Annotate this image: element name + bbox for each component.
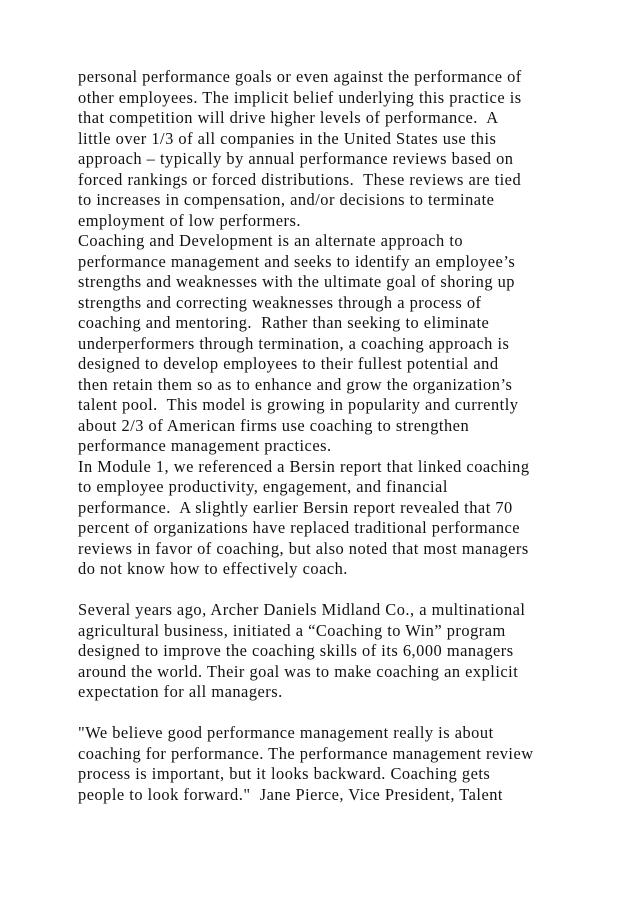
text-line: do not know how to effectively coach. bbox=[78, 559, 348, 578]
body-text bbox=[78, 67, 578, 805]
text-line: designed to improve the coaching skills of its 6,000 managers bbox=[78, 641, 514, 660]
text-line: forced rankings or forced distributions. These reviews are tied bbox=[78, 169, 522, 189]
text-line: to employee productivity, engagement, and financial bbox=[78, 477, 448, 496]
text-line: that competition will drive higher levels of performance. A bbox=[78, 108, 499, 127]
paragraph bbox=[78, 231, 578, 457]
text-line: performance management and seeks to identify an employee’s bbox=[78, 251, 516, 271]
text-line: performance. A slightly earlier Bersin report revealed that 70 bbox=[78, 497, 513, 517]
text-line: other employees. The implicit belief underlying this practice is bbox=[78, 87, 522, 107]
paragraph bbox=[78, 67, 578, 231]
paragraph-spacer bbox=[78, 580, 578, 601]
text-line: "We believe good performance management really is about bbox=[78, 723, 494, 742]
text-line: employment of low performers. bbox=[78, 210, 301, 230]
text-line: people to look forward." Jane Pierce, Vice President, Talent bbox=[78, 784, 503, 804]
paragraph bbox=[78, 457, 578, 580]
text-line: In Module 1, we referenced a Bersin report that linked coaching bbox=[78, 456, 530, 476]
text-line: personal performance goals or even against the performance of bbox=[78, 67, 522, 86]
text-line: percent of organizations have replaced traditional performance bbox=[78, 518, 521, 537]
paragraph bbox=[78, 723, 578, 805]
text-line: agricultural business, initiated a “Coaching to Win” program bbox=[78, 620, 506, 640]
text-line: expectation for all managers. bbox=[78, 682, 283, 701]
text-line: process is important, but it looks backward. Coaching gets bbox=[78, 764, 491, 783]
text-line: to increases in compensation, and/or decisions to terminate bbox=[78, 190, 495, 209]
text-line: designed to develop employees to their fullest potential and bbox=[78, 354, 499, 373]
text-line: underperformers through termination, a coaching approach is bbox=[78, 333, 510, 353]
text-line: strengths and weaknesses with the ultimate goal of shoring up bbox=[78, 272, 516, 291]
text-line: approach – typically by annual performance reviews based on bbox=[78, 149, 514, 168]
text-line: around the world. Their goal was to make coaching an explicit bbox=[78, 661, 519, 681]
text-line: then retain them so as to enhance and grow the organization’s bbox=[78, 374, 513, 394]
paragraph bbox=[78, 600, 578, 703]
text-line: performance management practices. bbox=[78, 436, 332, 455]
paragraph-spacer bbox=[78, 703, 578, 724]
text-line: reviews in favor of coaching, but also noted that most managers bbox=[78, 538, 529, 558]
text-line: little over 1/3 of all companies in the United States use this bbox=[78, 128, 497, 148]
text-line: coaching for performance. The performance management review bbox=[78, 743, 534, 763]
text-line: talent pool. This model is growing in popularity and currently bbox=[78, 395, 519, 414]
text-line: coaching and mentoring. Rather than seeking to eliminate bbox=[78, 313, 490, 332]
text-line: Several years ago, Archer Daniels Midland Co., a multinational bbox=[78, 600, 526, 619]
text-line: strengths and correcting weaknesses through a process of bbox=[78, 292, 482, 312]
text-line: Coaching and Development is an alternate approach to bbox=[78, 231, 464, 250]
text-line: about 2/3 of American firms use coaching to strengthen bbox=[78, 415, 470, 435]
